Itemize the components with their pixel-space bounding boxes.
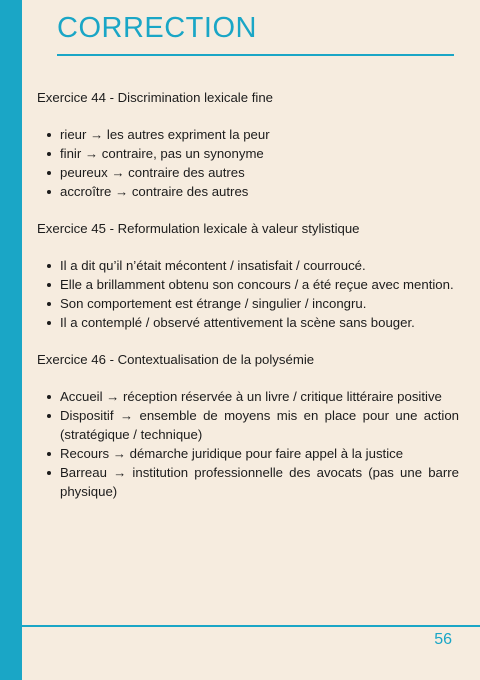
title-divider <box>57 54 454 56</box>
answer-item: finir → contraire, pas un synonyme <box>60 144 459 163</box>
answer-list <box>37 125 459 201</box>
exercise-section-44 <box>37 88 459 201</box>
answer-item: Accueil → réception réservée à un livre / critique littéraire positive <box>60 387 459 406</box>
exercise-section-45 <box>37 219 459 332</box>
page-title: CORRECTION <box>57 12 257 44</box>
exercise-title: Exercice 46 - Contextualisation de la polysémie <box>37 352 315 367</box>
correction-content <box>37 88 459 519</box>
page-number: 56 <box>434 631 452 648</box>
answer-item: Il a contemplé / observé attentivement la scène sans bouger. <box>60 313 459 332</box>
answer-item: peureux → contraire des autres <box>60 163 459 182</box>
exercise-title: Exercice 44 - Discrimination lexicale fine <box>37 90 273 105</box>
exercise-section-46 <box>37 350 459 501</box>
answer-item: Recours → démarche juridique pour faire appel à la justice <box>60 444 459 463</box>
answer-item: rieur → les autres expriment la peur <box>60 125 459 144</box>
answer-item: accroître → contraire des autres <box>60 182 459 201</box>
answer-item: Elle a brillamment obtenu son concours / a été reçue avec mention. <box>60 275 459 294</box>
answer-item: Il a dit qu’il n’était mécontent / insatisfait / courroucé. <box>60 256 459 275</box>
answer-item: Barreau → institution professionnelle des avocats (pas une barre physique) <box>60 465 459 499</box>
answer-list <box>37 256 459 332</box>
answer-item: Son comportement est étrange / singulier / incongru. <box>60 294 459 313</box>
footer-divider <box>22 625 480 627</box>
exercise-title: Exercice 45 - Reformulation lexicale à valeur stylistique <box>37 221 360 236</box>
answer-item: Dispositif → ensemble de moyens mis en place pour une action (stratégique / technique) <box>60 408 459 442</box>
answer-list <box>37 387 459 501</box>
left-accent-bar <box>0 0 22 680</box>
